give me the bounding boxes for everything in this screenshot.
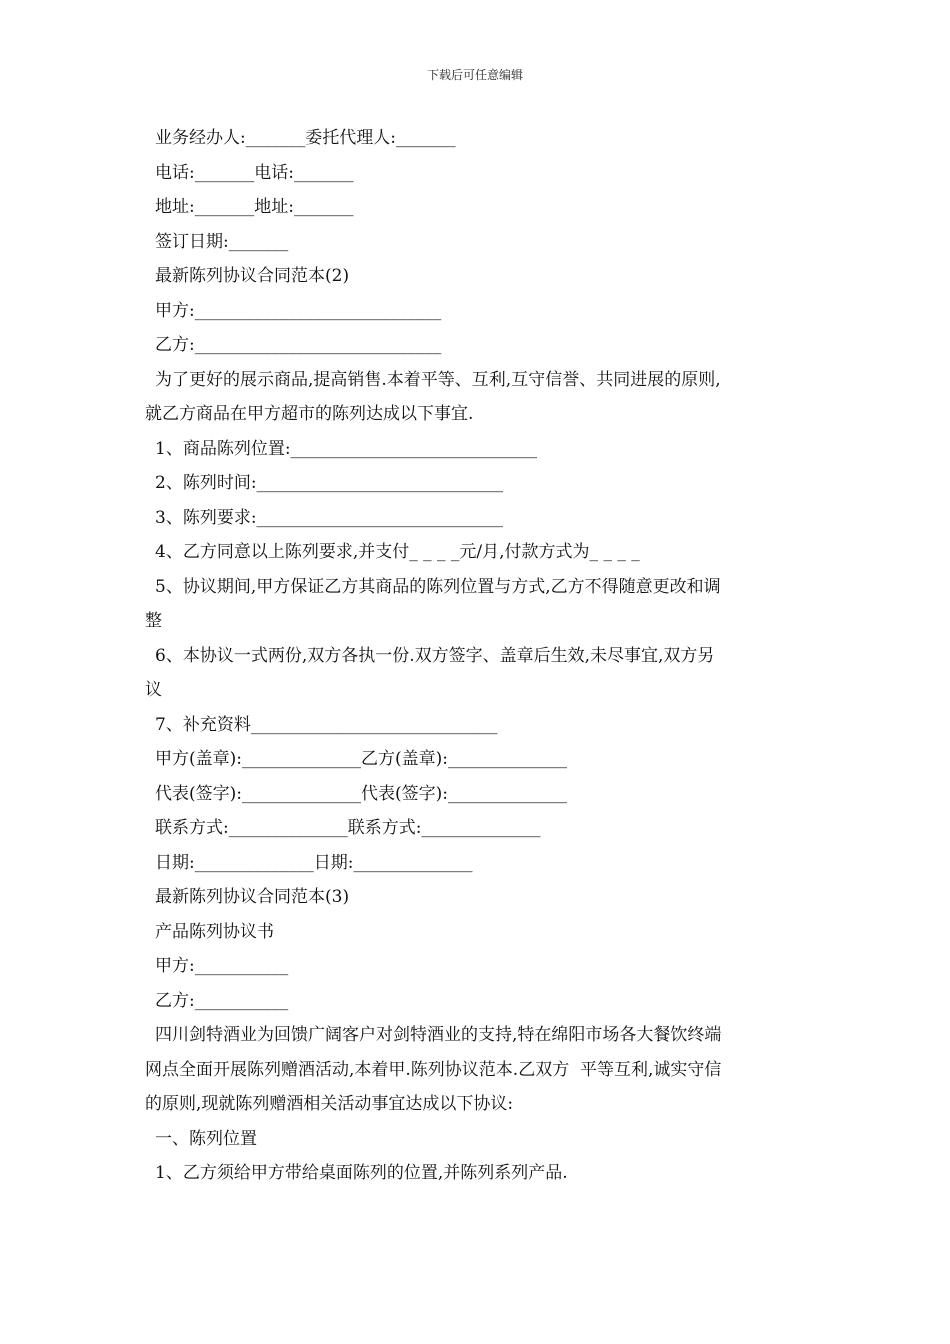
document-line: 议 xyxy=(145,680,162,700)
document-line: 就乙方商品在甲方超市的陈列达成以下事宜. xyxy=(145,404,474,424)
document-line: 甲方:___________ xyxy=(155,956,289,976)
document-line: 网点全面开展陈列赠酒活动,本着甲.陈列协议范本.乙双方 平等互利,诚实守信 xyxy=(145,1059,722,1080)
document-line: 代表(签字):______________代表(签字):______________ xyxy=(155,783,567,804)
document-line: 的原则,现就陈列赠酒相关活动事宜达成以下协议: xyxy=(145,1094,514,1114)
document-line: 4、乙方同意以上陈列要求,并支付_ _ _ _元/月,付款方式为_ _ _ _ xyxy=(155,542,640,562)
document-line: 2、陈列时间:_____________________________ xyxy=(155,473,504,493)
document-line: 签订日期:_______ xyxy=(155,231,289,252)
document-line: 1、商品陈列位置:_____________________________ xyxy=(155,438,538,459)
document-line: 甲方:_____________________________ xyxy=(155,300,442,321)
document-line: 最新陈列协议合同范本(2) xyxy=(155,266,350,286)
document-line: 四川剑特酒业为回馈广阔客户对剑特酒业的支持,特在绵阳市场各大餐饮终端 xyxy=(155,1025,722,1045)
document-line: 产品陈列协议书 xyxy=(155,921,274,942)
document-line: 乙方:___________ xyxy=(155,990,289,1011)
document-line: 为了更好的展示商品,提高销售.本着平等、互利,互守信誉、共同进展的原则, xyxy=(155,369,721,390)
document-line: 5、协议期间,甲方保证乙方其商品的陈列位置与方式,乙方不得随意更改和调 xyxy=(155,576,721,597)
document-line: 乙方:_____________________________ xyxy=(155,335,442,355)
document-line: 甲方(盖章):______________乙方(盖章):______________ xyxy=(155,749,567,769)
document-line: 1、乙方须给甲方带给桌面陈列的位置,并陈列系列产品. xyxy=(155,1163,568,1183)
document-line: 地址:_______地址:_______ xyxy=(155,197,354,217)
document-line: 最新陈列协议合同范本(3) xyxy=(155,887,350,907)
document-line: 整 xyxy=(145,611,162,631)
document-line: 业务经办人:_______委托代理人:_______ xyxy=(155,128,456,148)
document-line: 3、陈列要求:_____________________________ xyxy=(155,507,504,528)
document-line: 7、补充资料_____________________________ xyxy=(155,714,498,735)
document-line: 6、本协议一式两份,双方各执一份.双方签字、盖章后生效,未尽事宜,双方另 xyxy=(155,645,715,666)
document-line: 日期:______________日期:______________ xyxy=(155,852,473,873)
document-line: 联系方式:______________联系方式:______________ xyxy=(155,818,541,838)
document-line: 一、陈列位置 xyxy=(155,1128,257,1149)
page-header-note: 下载后可任意编辑 xyxy=(426,68,523,82)
document-line: 电话:_______电话:_______ xyxy=(155,162,354,183)
document-body xyxy=(145,121,815,1191)
